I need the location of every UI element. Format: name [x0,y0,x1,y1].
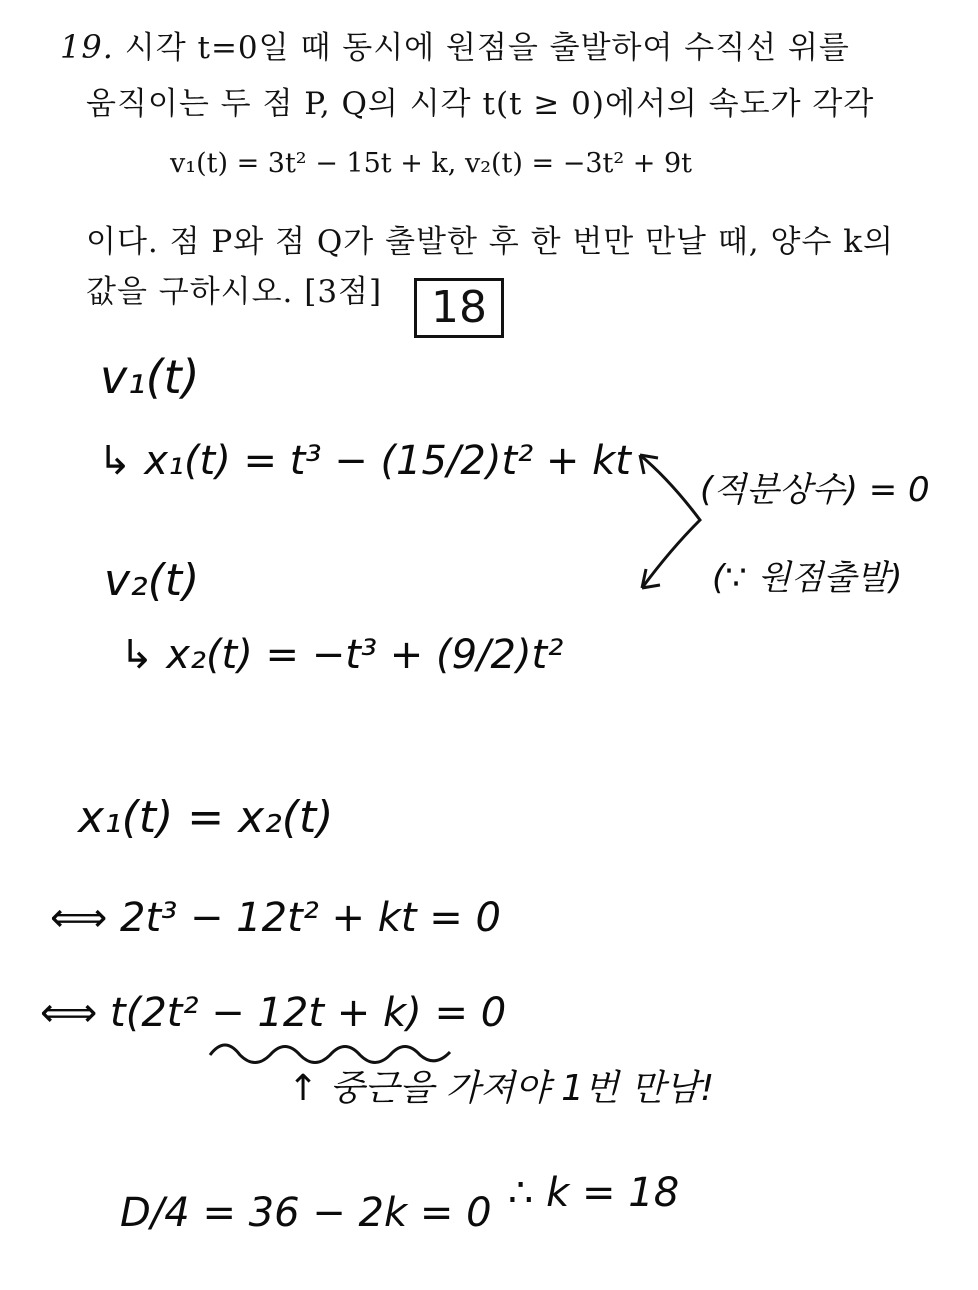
velocity-formula: v₁(t) = 3t² − 15t + k, v₂(t) = −3t² + 9t [170,148,693,179]
problem-line-3: 이다. 점 P와 점 Q가 출발한 후 한 번만 만날 때, 양수 k의 [86,224,894,260]
hand-x1: ↳ x₁(t) = t³ − (15/2)t² + kt [98,438,631,484]
problem-line-1 [60,22,850,67]
hand-eq-4: D/4 = 36 − 2k = 0 [120,1190,492,1236]
hand-eq-1: x₁(t) = x₂(t) [78,792,334,843]
hand-remark: ↑ 중근을 가져야 1번 만남! [288,1068,715,1109]
hand-v1: v₁(t) [100,350,200,404]
problem-number: 19. [60,28,114,66]
hand-result: ∴ k = 18 [508,1170,680,1216]
problem-line-4: 값을 구하시오. [3점] [86,274,383,310]
arrow-brace-icon [630,440,710,600]
problem-line-2: 움직이는 두 점 P, Q의 시각 t(t ≥ 0)에서의 속도가 각각 [86,86,875,122]
answer-box: 18 [414,278,504,338]
hand-note-constant: (적분상수) = 0 [700,470,930,510]
hand-eq-2: ⟺ 2t³ − 12t² + kt = 0 [50,895,501,941]
hand-eq-3: ⟺ t(2t² − 12t + k) = 0 [40,990,507,1036]
problem-text-1: 시각 t=0일 때 동시에 원점을 출발하여 수직선 위를 [124,30,850,66]
hand-note-origin: (∵ 원점출발) [712,558,903,598]
hand-x2: ↳ x₂(t) = −t³ + (9/2)t² [120,632,564,678]
hand-v2: v₂(t) [104,555,200,606]
